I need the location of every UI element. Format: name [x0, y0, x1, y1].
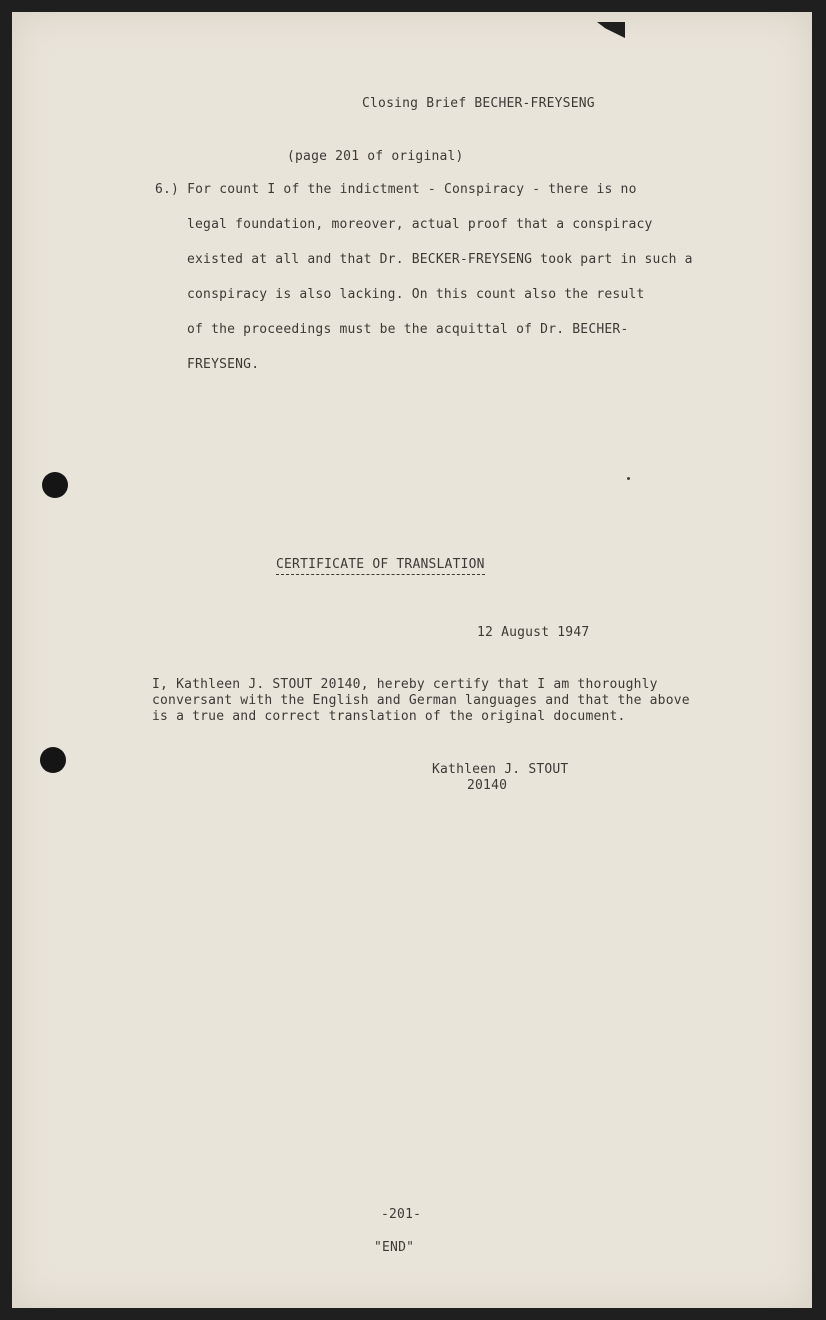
signature-number: 20140: [467, 778, 508, 793]
signature-name: Kathleen J. STOUT: [432, 762, 569, 777]
paragraph-line: 6.) For count I of the indictment - Conspiracy - there is no: [155, 182, 637, 197]
certificate-body-line: conversant with the English and German languages and that the above: [152, 693, 690, 708]
page-number: -201-: [381, 1207, 422, 1222]
document-page: [12, 12, 812, 1308]
page-reference: (page 201 of original): [287, 149, 464, 164]
punch-hole-top: [42, 472, 68, 498]
paragraph-line: legal foundation, moreover, actual proof that a conspiracy: [187, 217, 653, 232]
certificate-date: 12 August 1947: [477, 625, 590, 640]
certificate-body-line: is a true and correct translation of the original document.: [152, 709, 626, 724]
paragraph-line: conspiracy is also lacking. On this count also the result: [187, 287, 645, 302]
torn-corner: [597, 22, 625, 38]
end-mark: "END": [374, 1240, 415, 1255]
punch-hole-bottom: [40, 747, 66, 773]
document-header-title: Closing Brief BECHER-FREYSENG: [362, 96, 595, 111]
certificate-title: CERTIFICATE OF TRANSLATION: [276, 557, 485, 575]
stray-mark: [627, 477, 630, 480]
paragraph-line: of the proceedings must be the acquittal of Dr. BECHER-: [187, 322, 629, 337]
paragraph-line: FREYSENG.: [187, 357, 260, 372]
paragraph-line: existed at all and that Dr. BECKER-FREYSENG took part in such a: [187, 252, 693, 267]
certificate-body-line: I, Kathleen J. STOUT 20140, hereby certify that I am thoroughly: [152, 677, 658, 692]
